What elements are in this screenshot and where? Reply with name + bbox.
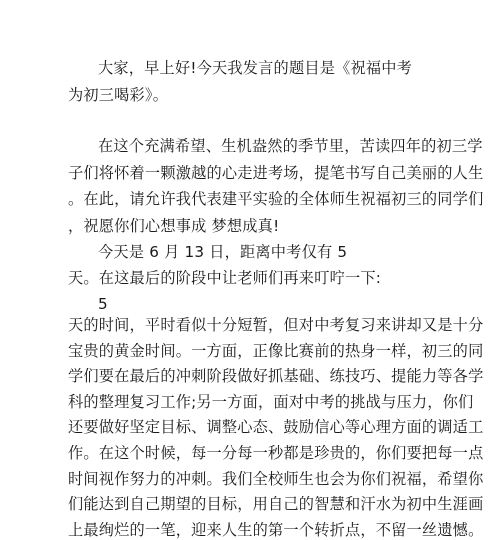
text-line: 天。在这最后的阶段中让老师们再来叮咛一下: <box>68 269 382 287</box>
text-line: 今天是 6 月 13 日，距离中考仅有 5 <box>98 243 348 261</box>
text-line: 上最绚烂的一笔，迎来人生的第一个转折点，不留一丝遗憾。 <box>68 520 484 539</box>
text-line: ，祝愿你们心想事成 梦想成真! <box>68 217 280 235</box>
text-line: 5 <box>98 295 108 313</box>
text-line: 。在此，请允许我代表建平实验的全体师生祝福初三的同学们 <box>68 190 484 208</box>
text-line: 天的时间，平时看似十分短暂，但对中考复习来讲却又是十分 <box>68 316 484 334</box>
text-line: 学们要在最后的冲刺阶段做好抓基础、练技巧、提能力等各学 <box>68 367 484 386</box>
text-line: 宝贵的黄金时间。一方面，正像比赛前的热身一样，初三的同 <box>68 341 484 360</box>
text-line: 们能达到自己期望的目标，用自己的智慧和汗水为初中生涯画 <box>68 495 484 514</box>
text-line: 作。在这个时候，每一分每一秒都是珍贵的，你们要把每一点 <box>68 444 484 462</box>
text-line: 子们将怀着一颗激越的心走进考场，提笔书写自己美丽的人生 <box>68 164 484 182</box>
text-line: 时间视作努力的冲刺。我们全校师生也会为你们祝福，希望你 <box>68 469 484 488</box>
text-line: 为初三喝彩》。 <box>68 86 169 104</box>
text-line: 还要做好坚定目标、调整心态、鼓励信心等心理方面的调适工 <box>68 418 484 437</box>
text-line: 大家，早上好!今天我发言的题目是《祝福中考 <box>98 59 413 77</box>
text-line: 科的整理复习工作;另一方面，面对中考的挑战与压力，你们 <box>68 392 474 411</box>
text-line: 在这个充满希望、生机盎然的季节里，苦读四年的初三学 <box>98 137 483 155</box>
